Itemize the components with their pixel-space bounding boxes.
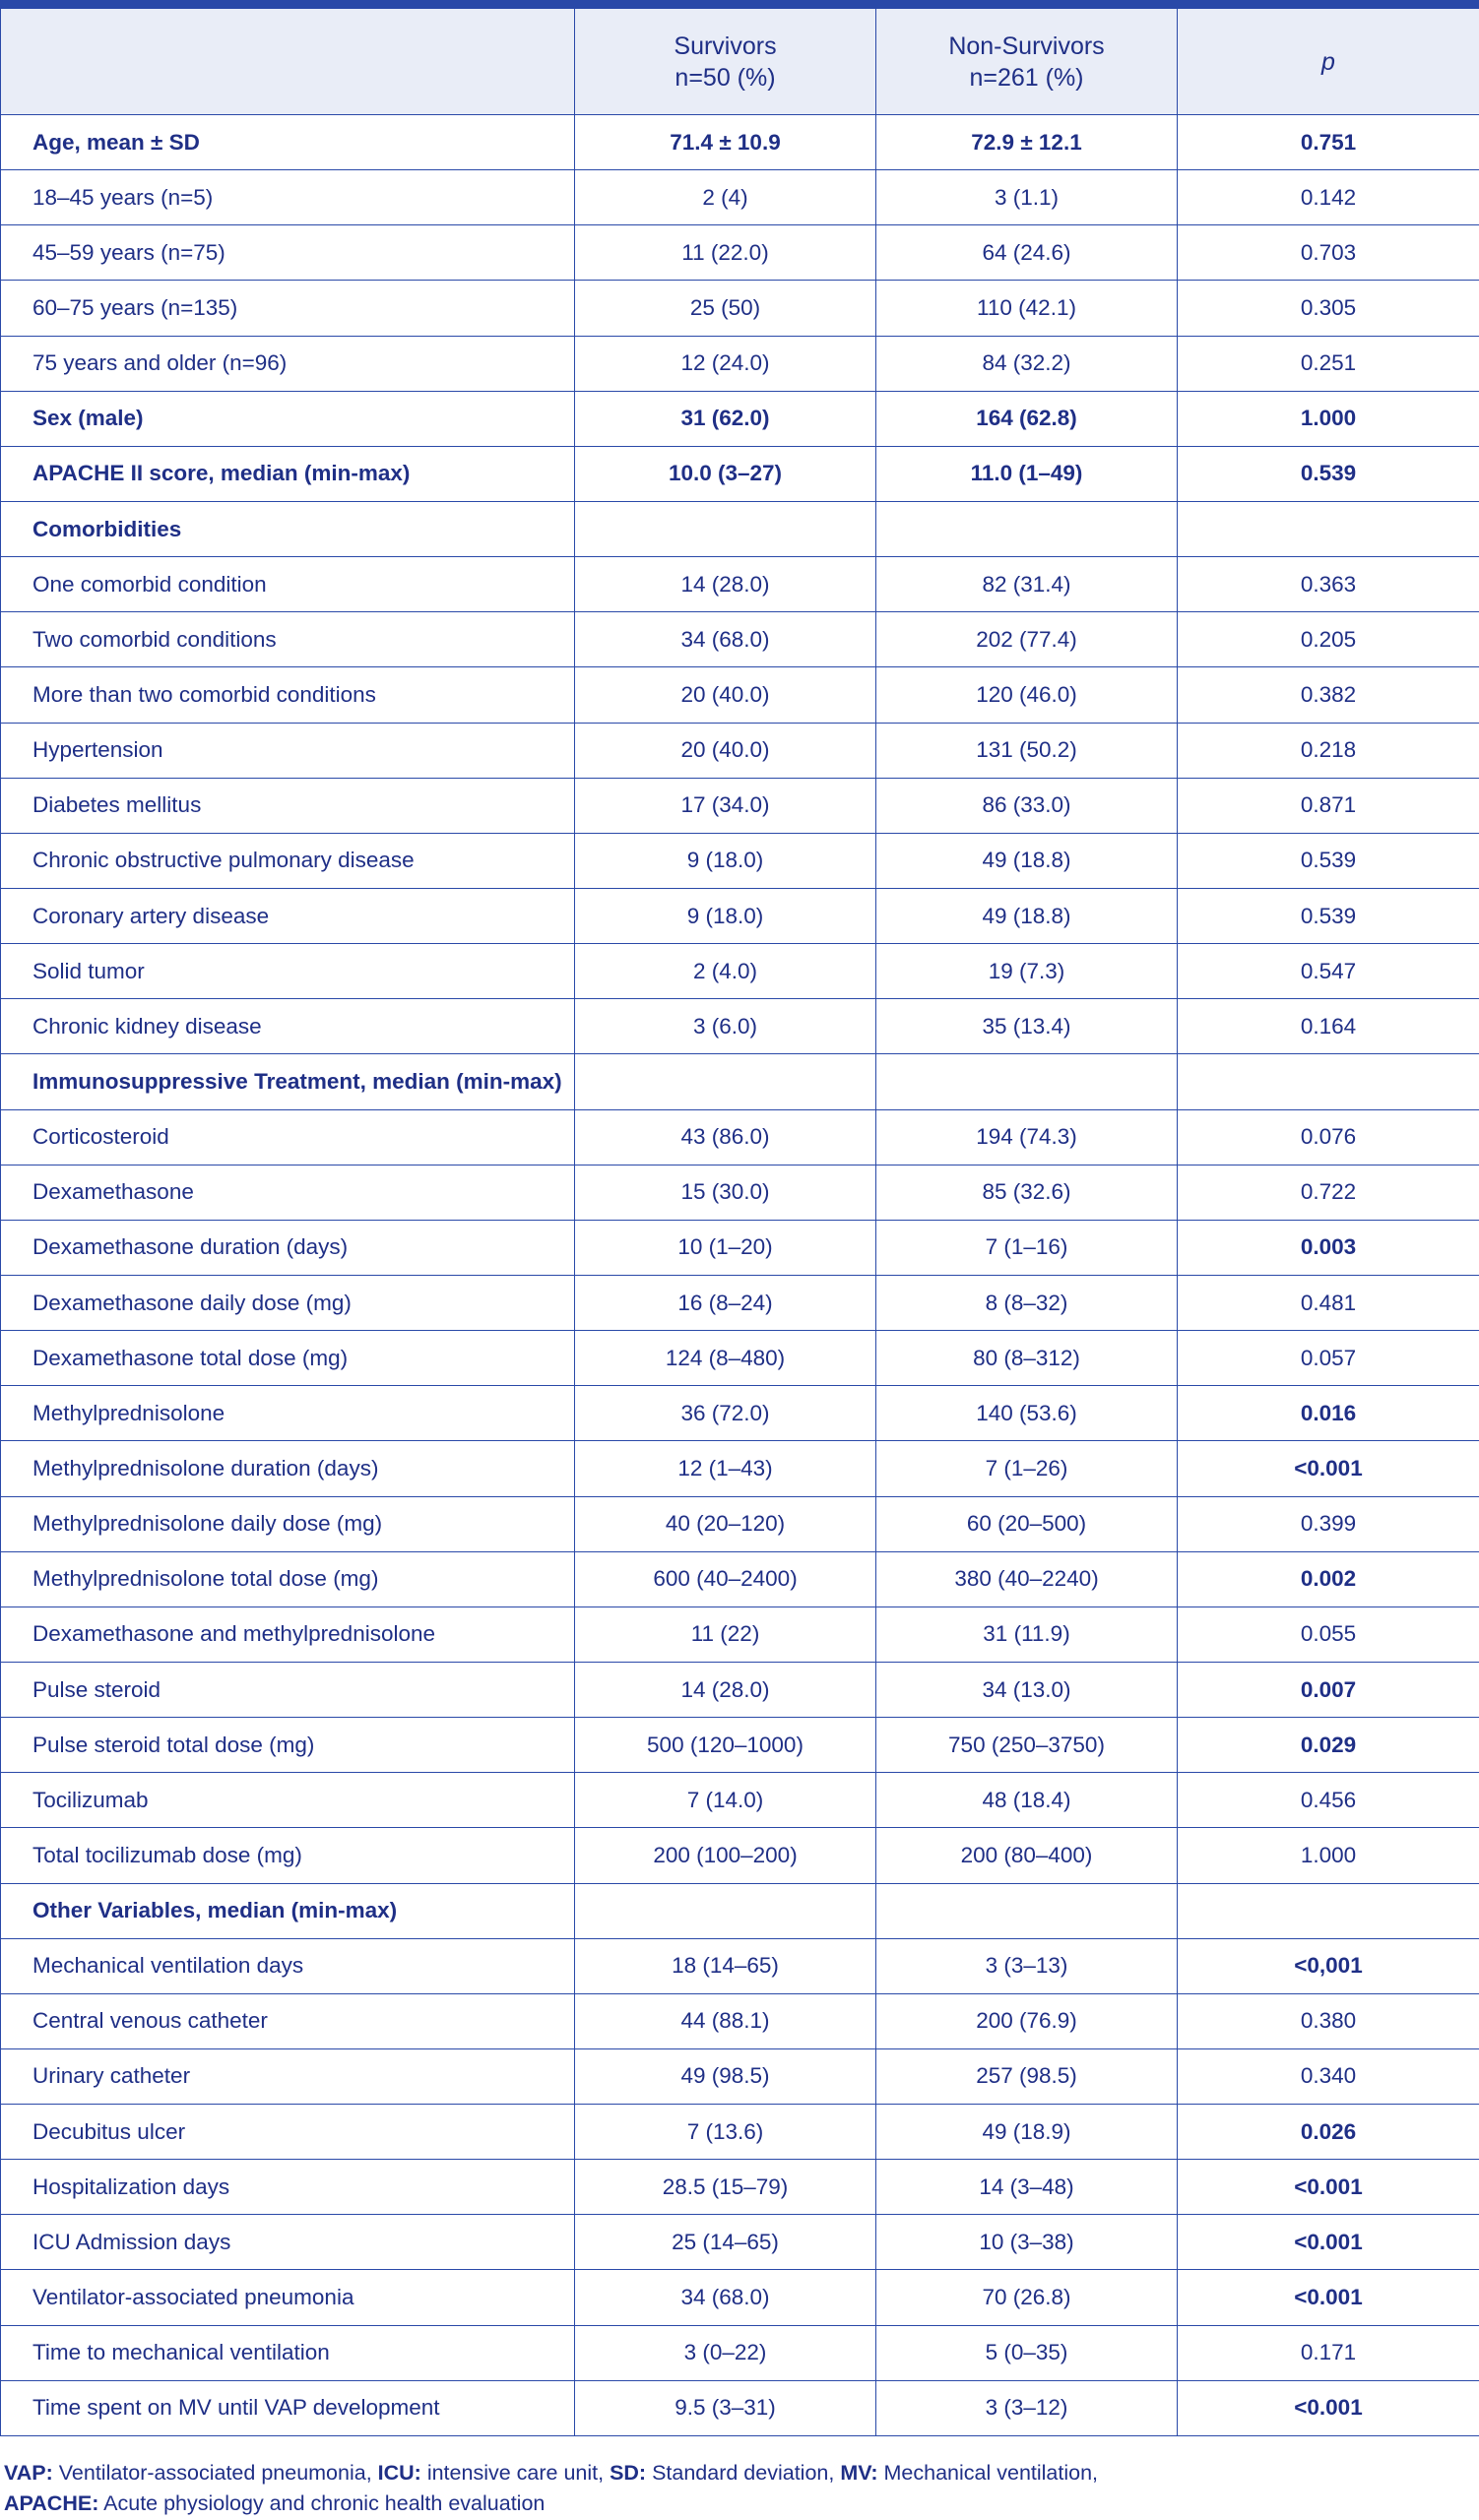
survivors-cell xyxy=(575,1883,876,1938)
survivors-cell: 9.5 (3–31) xyxy=(575,2380,876,2435)
p-value-cell: 0.751 xyxy=(1178,115,1479,170)
header-non-survivors-count: n=261 (%) xyxy=(969,63,1084,92)
non-survivors-cell: 84 (32.2) xyxy=(876,336,1178,391)
non-survivors-cell: 34 (13.0) xyxy=(876,1662,1178,1717)
survivors-cell: 10.0 (3–27) xyxy=(575,446,876,501)
survivors-cell: 34 (68.0) xyxy=(575,2270,876,2325)
row-label-cell: Immunosuppressive Treatment, median (min-max) xyxy=(1,1054,575,1109)
table-row xyxy=(1,723,1479,778)
p-value-cell: 0.871 xyxy=(1178,778,1479,833)
table-row xyxy=(1,1938,1479,1993)
p-value-cell: 0.363 xyxy=(1178,557,1479,612)
p-value-cell: 0.703 xyxy=(1178,225,1479,281)
row-label-cell: Tocilizumab xyxy=(1,1773,575,1828)
header-survivors-count: n=50 (%) xyxy=(675,63,776,92)
non-survivors-cell: 48 (18.4) xyxy=(876,1773,1178,1828)
non-survivors-cell: 120 (46.0) xyxy=(876,667,1178,723)
row-label-cell: Solid tumor xyxy=(1,944,575,999)
table-row xyxy=(1,1718,1479,1773)
p-value-cell: 0.003 xyxy=(1178,1220,1479,1275)
row-label-cell: Chronic kidney disease xyxy=(1,999,575,1054)
table-row xyxy=(1,1551,1479,1606)
table-row xyxy=(1,888,1479,943)
table-row xyxy=(1,1275,1479,1330)
table-section-row xyxy=(1,1883,1479,1938)
survivors-cell: 7 (14.0) xyxy=(575,1773,876,1828)
header-non-survivors-title: Non-Survivors xyxy=(948,32,1105,60)
non-survivors-cell: 80 (8–312) xyxy=(876,1331,1178,1386)
row-label-cell: 75 years and older (n=96) xyxy=(1,336,575,391)
row-label-cell: Dexamethasone duration (days) xyxy=(1,1220,575,1275)
survivors-cell: 15 (30.0) xyxy=(575,1165,876,1220)
non-survivors-cell: 86 (33.0) xyxy=(876,778,1178,833)
row-label-cell: Methylprednisolone duration (days) xyxy=(1,1441,575,1496)
non-survivors-cell: 110 (42.1) xyxy=(876,281,1178,336)
table-section-row xyxy=(1,115,1479,170)
table-row xyxy=(1,667,1479,723)
p-value-cell: <0.001 xyxy=(1178,1441,1479,1496)
non-survivors-cell: 72.9 ± 12.1 xyxy=(876,115,1178,170)
row-label-cell: Central venous catheter xyxy=(1,1993,575,2048)
survivors-cell: 20 (40.0) xyxy=(575,667,876,723)
top-rule xyxy=(0,0,1479,8)
footnote-abbr: SD: xyxy=(610,2460,647,2485)
table-body xyxy=(1,115,1479,2436)
p-value-cell: 0.026 xyxy=(1178,2105,1479,2160)
row-label-cell: Chronic obstructive pulmonary disease xyxy=(1,833,575,888)
survivors-cell: 500 (120–1000) xyxy=(575,1718,876,1773)
table-row xyxy=(1,2105,1479,2160)
non-survivors-cell: 3 (1.1) xyxy=(876,170,1178,225)
row-label-cell: Urinary catheter xyxy=(1,2048,575,2104)
survivors-cell: 2 (4) xyxy=(575,170,876,225)
p-value-cell: 0.016 xyxy=(1178,1386,1479,1441)
p-value-cell: 0.456 xyxy=(1178,1773,1479,1828)
p-value-cell: 0.055 xyxy=(1178,1606,1479,1662)
non-survivors-cell: 19 (7.3) xyxy=(876,944,1178,999)
non-survivors-cell: 164 (62.8) xyxy=(876,391,1178,446)
row-label-cell: Total tocilizumab dose (mg) xyxy=(1,1828,575,1883)
row-label-cell: Time spent on MV until VAP development xyxy=(1,2380,575,2435)
row-label-cell: Dexamethasone total dose (mg) xyxy=(1,1331,575,1386)
survivors-cell xyxy=(575,1054,876,1109)
survivors-cell: 31 (62.0) xyxy=(575,391,876,446)
row-label-cell: Two comorbid conditions xyxy=(1,612,575,667)
non-survivors-cell xyxy=(876,1054,1178,1109)
row-label-cell: Time to mechanical ventilation xyxy=(1,2325,575,2380)
footnote xyxy=(4,2458,1284,2519)
table-row xyxy=(1,1220,1479,1275)
p-value-cell: 0.399 xyxy=(1178,1496,1479,1551)
non-survivors-cell xyxy=(876,1883,1178,1938)
survivors-cell: 11 (22.0) xyxy=(575,225,876,281)
non-survivors-cell: 11.0 (1–49) xyxy=(876,446,1178,501)
p-value-cell: <0.001 xyxy=(1178,2215,1479,2270)
p-value-cell: <0,001 xyxy=(1178,1938,1479,1993)
row-label-cell: ICU Admission days xyxy=(1,2215,575,2270)
row-label-cell: Ventilator-associated pneumonia xyxy=(1,2270,575,2325)
table-row xyxy=(1,2048,1479,2104)
non-survivors-cell: 64 (24.6) xyxy=(876,225,1178,281)
non-survivors-cell: 3 (3–12) xyxy=(876,2380,1178,2435)
row-label-cell: Mechanical ventilation days xyxy=(1,1938,575,1993)
row-label-cell: Pulse steroid xyxy=(1,1662,575,1717)
footnote-abbr: VAP: xyxy=(4,2460,53,2485)
footnote-abbr: APACHE: xyxy=(4,2490,99,2515)
p-value-cell: 0.142 xyxy=(1178,170,1479,225)
non-survivors-cell: 49 (18.9) xyxy=(876,2105,1178,2160)
survivors-cell: 49 (98.5) xyxy=(575,2048,876,2104)
survivors-cell: 34 (68.0) xyxy=(575,612,876,667)
footnote-text: Ventilator-associated pneumonia, xyxy=(52,2460,378,2485)
survivors-cell: 600 (40–2400) xyxy=(575,1551,876,1606)
survivors-cell xyxy=(575,501,876,556)
footnote-text: Mechanical ventilation, xyxy=(877,2460,1099,2485)
footnote-text: Acute physiology and chronic health evaluation xyxy=(98,2490,546,2515)
non-survivors-cell xyxy=(876,501,1178,556)
results-table xyxy=(0,8,1479,2436)
table-section-row xyxy=(1,501,1479,556)
non-survivors-cell: 257 (98.5) xyxy=(876,2048,1178,2104)
non-survivors-cell: 3 (3–13) xyxy=(876,1938,1178,1993)
survivors-cell: 71.4 ± 10.9 xyxy=(575,115,876,170)
table-row xyxy=(1,2215,1479,2270)
row-label-cell: Comorbidities xyxy=(1,501,575,556)
footnote-text: intensive care unit, xyxy=(420,2460,611,2485)
p-value-cell: 0.076 xyxy=(1178,1109,1479,1165)
survivors-cell: 20 (40.0) xyxy=(575,723,876,778)
p-value-cell: 0.539 xyxy=(1178,888,1479,943)
table-section-row xyxy=(1,391,1479,446)
p-value-cell: 0.218 xyxy=(1178,723,1479,778)
non-survivors-cell: 5 (0–35) xyxy=(876,2325,1178,2380)
table-row xyxy=(1,1441,1479,1496)
non-survivors-cell: 7 (1–26) xyxy=(876,1441,1178,1496)
header-survivors xyxy=(575,9,876,115)
survivors-cell: 200 (100–200) xyxy=(575,1828,876,1883)
table-row xyxy=(1,1606,1479,1662)
header-survivors-title: Survivors xyxy=(674,32,777,60)
p-value-cell: 0.539 xyxy=(1178,833,1479,888)
survivors-cell: 28.5 (15–79) xyxy=(575,2160,876,2215)
non-survivors-cell: 35 (13.4) xyxy=(876,999,1178,1054)
survivors-cell: 12 (24.0) xyxy=(575,336,876,391)
row-label-cell: Methylprednisolone daily dose (mg) xyxy=(1,1496,575,1551)
p-value-cell: 0.029 xyxy=(1178,1718,1479,1773)
survivors-cell: 25 (14–65) xyxy=(575,2215,876,2270)
table-row xyxy=(1,1331,1479,1386)
p-value-cell: 0.382 xyxy=(1178,667,1479,723)
non-survivors-cell: 10 (3–38) xyxy=(876,2215,1178,2270)
table-row xyxy=(1,612,1479,667)
non-survivors-cell: 7 (1–16) xyxy=(876,1220,1178,1275)
table-row xyxy=(1,281,1479,336)
non-survivors-cell: 750 (250–3750) xyxy=(876,1718,1178,1773)
table-row xyxy=(1,557,1479,612)
survivors-cell: 14 (28.0) xyxy=(575,1662,876,1717)
non-survivors-cell: 49 (18.8) xyxy=(876,833,1178,888)
p-value-cell: 0.164 xyxy=(1178,999,1479,1054)
row-label-cell: Dexamethasone and methylprednisolone xyxy=(1,1606,575,1662)
survivors-cell: 14 (28.0) xyxy=(575,557,876,612)
row-label-cell: Sex (male) xyxy=(1,391,575,446)
p-value-cell: 0.007 xyxy=(1178,1662,1479,1717)
non-survivors-cell: 200 (80–400) xyxy=(876,1828,1178,1883)
non-survivors-cell: 60 (20–500) xyxy=(876,1496,1178,1551)
non-survivors-cell: 49 (18.8) xyxy=(876,888,1178,943)
p-value-cell xyxy=(1178,501,1479,556)
table-section-row xyxy=(1,1054,1479,1109)
p-value-cell xyxy=(1178,1883,1479,1938)
header-p-value: p xyxy=(1178,9,1479,115)
non-survivors-cell: 31 (11.9) xyxy=(876,1606,1178,1662)
row-label-cell: APACHE II score, median (min-max) xyxy=(1,446,575,501)
table-row xyxy=(1,1496,1479,1551)
survivors-cell: 11 (22) xyxy=(575,1606,876,1662)
p-value-cell: 0.547 xyxy=(1178,944,1479,999)
p-value-cell: <0.001 xyxy=(1178,2380,1479,2435)
non-survivors-cell: 85 (32.6) xyxy=(876,1165,1178,1220)
p-value-cell: 0.380 xyxy=(1178,1993,1479,2048)
non-survivors-cell: 202 (77.4) xyxy=(876,612,1178,667)
footnote-abbr: MV: xyxy=(840,2460,878,2485)
table-row xyxy=(1,2325,1479,2380)
survivors-cell: 2 (4.0) xyxy=(575,944,876,999)
p-value-cell: 0.340 xyxy=(1178,2048,1479,2104)
table-row xyxy=(1,1109,1479,1165)
table-row xyxy=(1,1662,1479,1717)
survivors-cell: 10 (1–20) xyxy=(575,1220,876,1275)
p-value-cell: <0.001 xyxy=(1178,2270,1479,2325)
row-label-cell: 18–45 years (n=5) xyxy=(1,170,575,225)
p-value-cell: 0.481 xyxy=(1178,1275,1479,1330)
survivors-cell: 3 (0–22) xyxy=(575,2325,876,2380)
footnote-abbr: ICU: xyxy=(377,2460,421,2485)
row-label-cell: Coronary artery disease xyxy=(1,888,575,943)
row-label-cell: Methylprednisolone total dose (mg) xyxy=(1,1551,575,1606)
non-survivors-cell: 140 (53.6) xyxy=(876,1386,1178,1441)
non-survivors-cell: 82 (31.4) xyxy=(876,557,1178,612)
row-label-cell: Hospitalization days xyxy=(1,2160,575,2215)
p-value-cell: 0.305 xyxy=(1178,281,1479,336)
table-row xyxy=(1,336,1479,391)
p-value-cell: 0.171 xyxy=(1178,2325,1479,2380)
row-label-cell: Dexamethasone daily dose (mg) xyxy=(1,1275,575,1330)
table-row xyxy=(1,778,1479,833)
p-value-cell: 0.205 xyxy=(1178,612,1479,667)
table-row xyxy=(1,944,1479,999)
table-row xyxy=(1,833,1479,888)
row-label-cell: 45–59 years (n=75) xyxy=(1,225,575,281)
table-row xyxy=(1,1386,1479,1441)
p-value-cell: 0.057 xyxy=(1178,1331,1479,1386)
survivors-cell: 44 (88.1) xyxy=(575,1993,876,2048)
survivors-cell: 16 (8–24) xyxy=(575,1275,876,1330)
non-survivors-cell: 380 (40–2240) xyxy=(876,1551,1178,1606)
survivors-cell: 40 (20–120) xyxy=(575,1496,876,1551)
row-label-cell: Pulse steroid total dose (mg) xyxy=(1,1718,575,1773)
survivors-cell: 43 (86.0) xyxy=(575,1109,876,1165)
table-row xyxy=(1,2160,1479,2215)
row-label-cell: Age, mean ± SD xyxy=(1,115,575,170)
row-label-cell: Corticosteroid xyxy=(1,1109,575,1165)
p-value-cell: 1.000 xyxy=(1178,1828,1479,1883)
header-empty-cell xyxy=(1,9,575,115)
table-row xyxy=(1,999,1479,1054)
table-row xyxy=(1,225,1479,281)
table-row xyxy=(1,1828,1479,1883)
row-label-cell: 60–75 years (n=135) xyxy=(1,281,575,336)
survivors-cell: 12 (1–43) xyxy=(575,1441,876,1496)
p-value-cell: <0.001 xyxy=(1178,2160,1479,2215)
table-header xyxy=(1,9,1479,115)
row-label-cell: One comorbid condition xyxy=(1,557,575,612)
table-row xyxy=(1,1993,1479,2048)
survivors-cell: 36 (72.0) xyxy=(575,1386,876,1441)
row-label-cell: Other Variables, median (min-max) xyxy=(1,1883,575,1938)
header-non-survivors xyxy=(876,9,1178,115)
row-label-cell: Methylprednisolone xyxy=(1,1386,575,1441)
p-value-cell xyxy=(1178,1054,1479,1109)
p-value-cell: 1.000 xyxy=(1178,391,1479,446)
survivors-cell: 9 (18.0) xyxy=(575,833,876,888)
non-survivors-cell: 8 (8–32) xyxy=(876,1275,1178,1330)
survivors-cell: 25 (50) xyxy=(575,281,876,336)
survivors-cell: 7 (13.6) xyxy=(575,2105,876,2160)
non-survivors-cell: 200 (76.9) xyxy=(876,1993,1178,2048)
non-survivors-cell: 14 (3–48) xyxy=(876,2160,1178,2215)
non-survivors-cell: 131 (50.2) xyxy=(876,723,1178,778)
p-value-cell: 0.002 xyxy=(1178,1551,1479,1606)
p-value-cell: 0.722 xyxy=(1178,1165,1479,1220)
table-row xyxy=(1,2380,1479,2435)
table-section-row xyxy=(1,446,1479,501)
footnote-text: Standard deviation, xyxy=(646,2460,841,2485)
survivors-cell: 18 (14–65) xyxy=(575,1938,876,1993)
row-label-cell: Decubitus ulcer xyxy=(1,2105,575,2160)
non-survivors-cell: 194 (74.3) xyxy=(876,1109,1178,1165)
survivors-cell: 17 (34.0) xyxy=(575,778,876,833)
non-survivors-cell: 70 (26.8) xyxy=(876,2270,1178,2325)
survivors-cell: 9 (18.0) xyxy=(575,888,876,943)
table-row xyxy=(1,170,1479,225)
table-row xyxy=(1,2270,1479,2325)
row-label-cell: Dexamethasone xyxy=(1,1165,575,1220)
row-label-cell: More than two comorbid conditions xyxy=(1,667,575,723)
p-value-cell: 0.251 xyxy=(1178,336,1479,391)
row-label-cell: Diabetes mellitus xyxy=(1,778,575,833)
table-row xyxy=(1,1165,1479,1220)
table-row xyxy=(1,1773,1479,1828)
row-label-cell: Hypertension xyxy=(1,723,575,778)
p-value-cell: 0.539 xyxy=(1178,446,1479,501)
survivors-cell: 124 (8–480) xyxy=(575,1331,876,1386)
survivors-cell: 3 (6.0) xyxy=(575,999,876,1054)
